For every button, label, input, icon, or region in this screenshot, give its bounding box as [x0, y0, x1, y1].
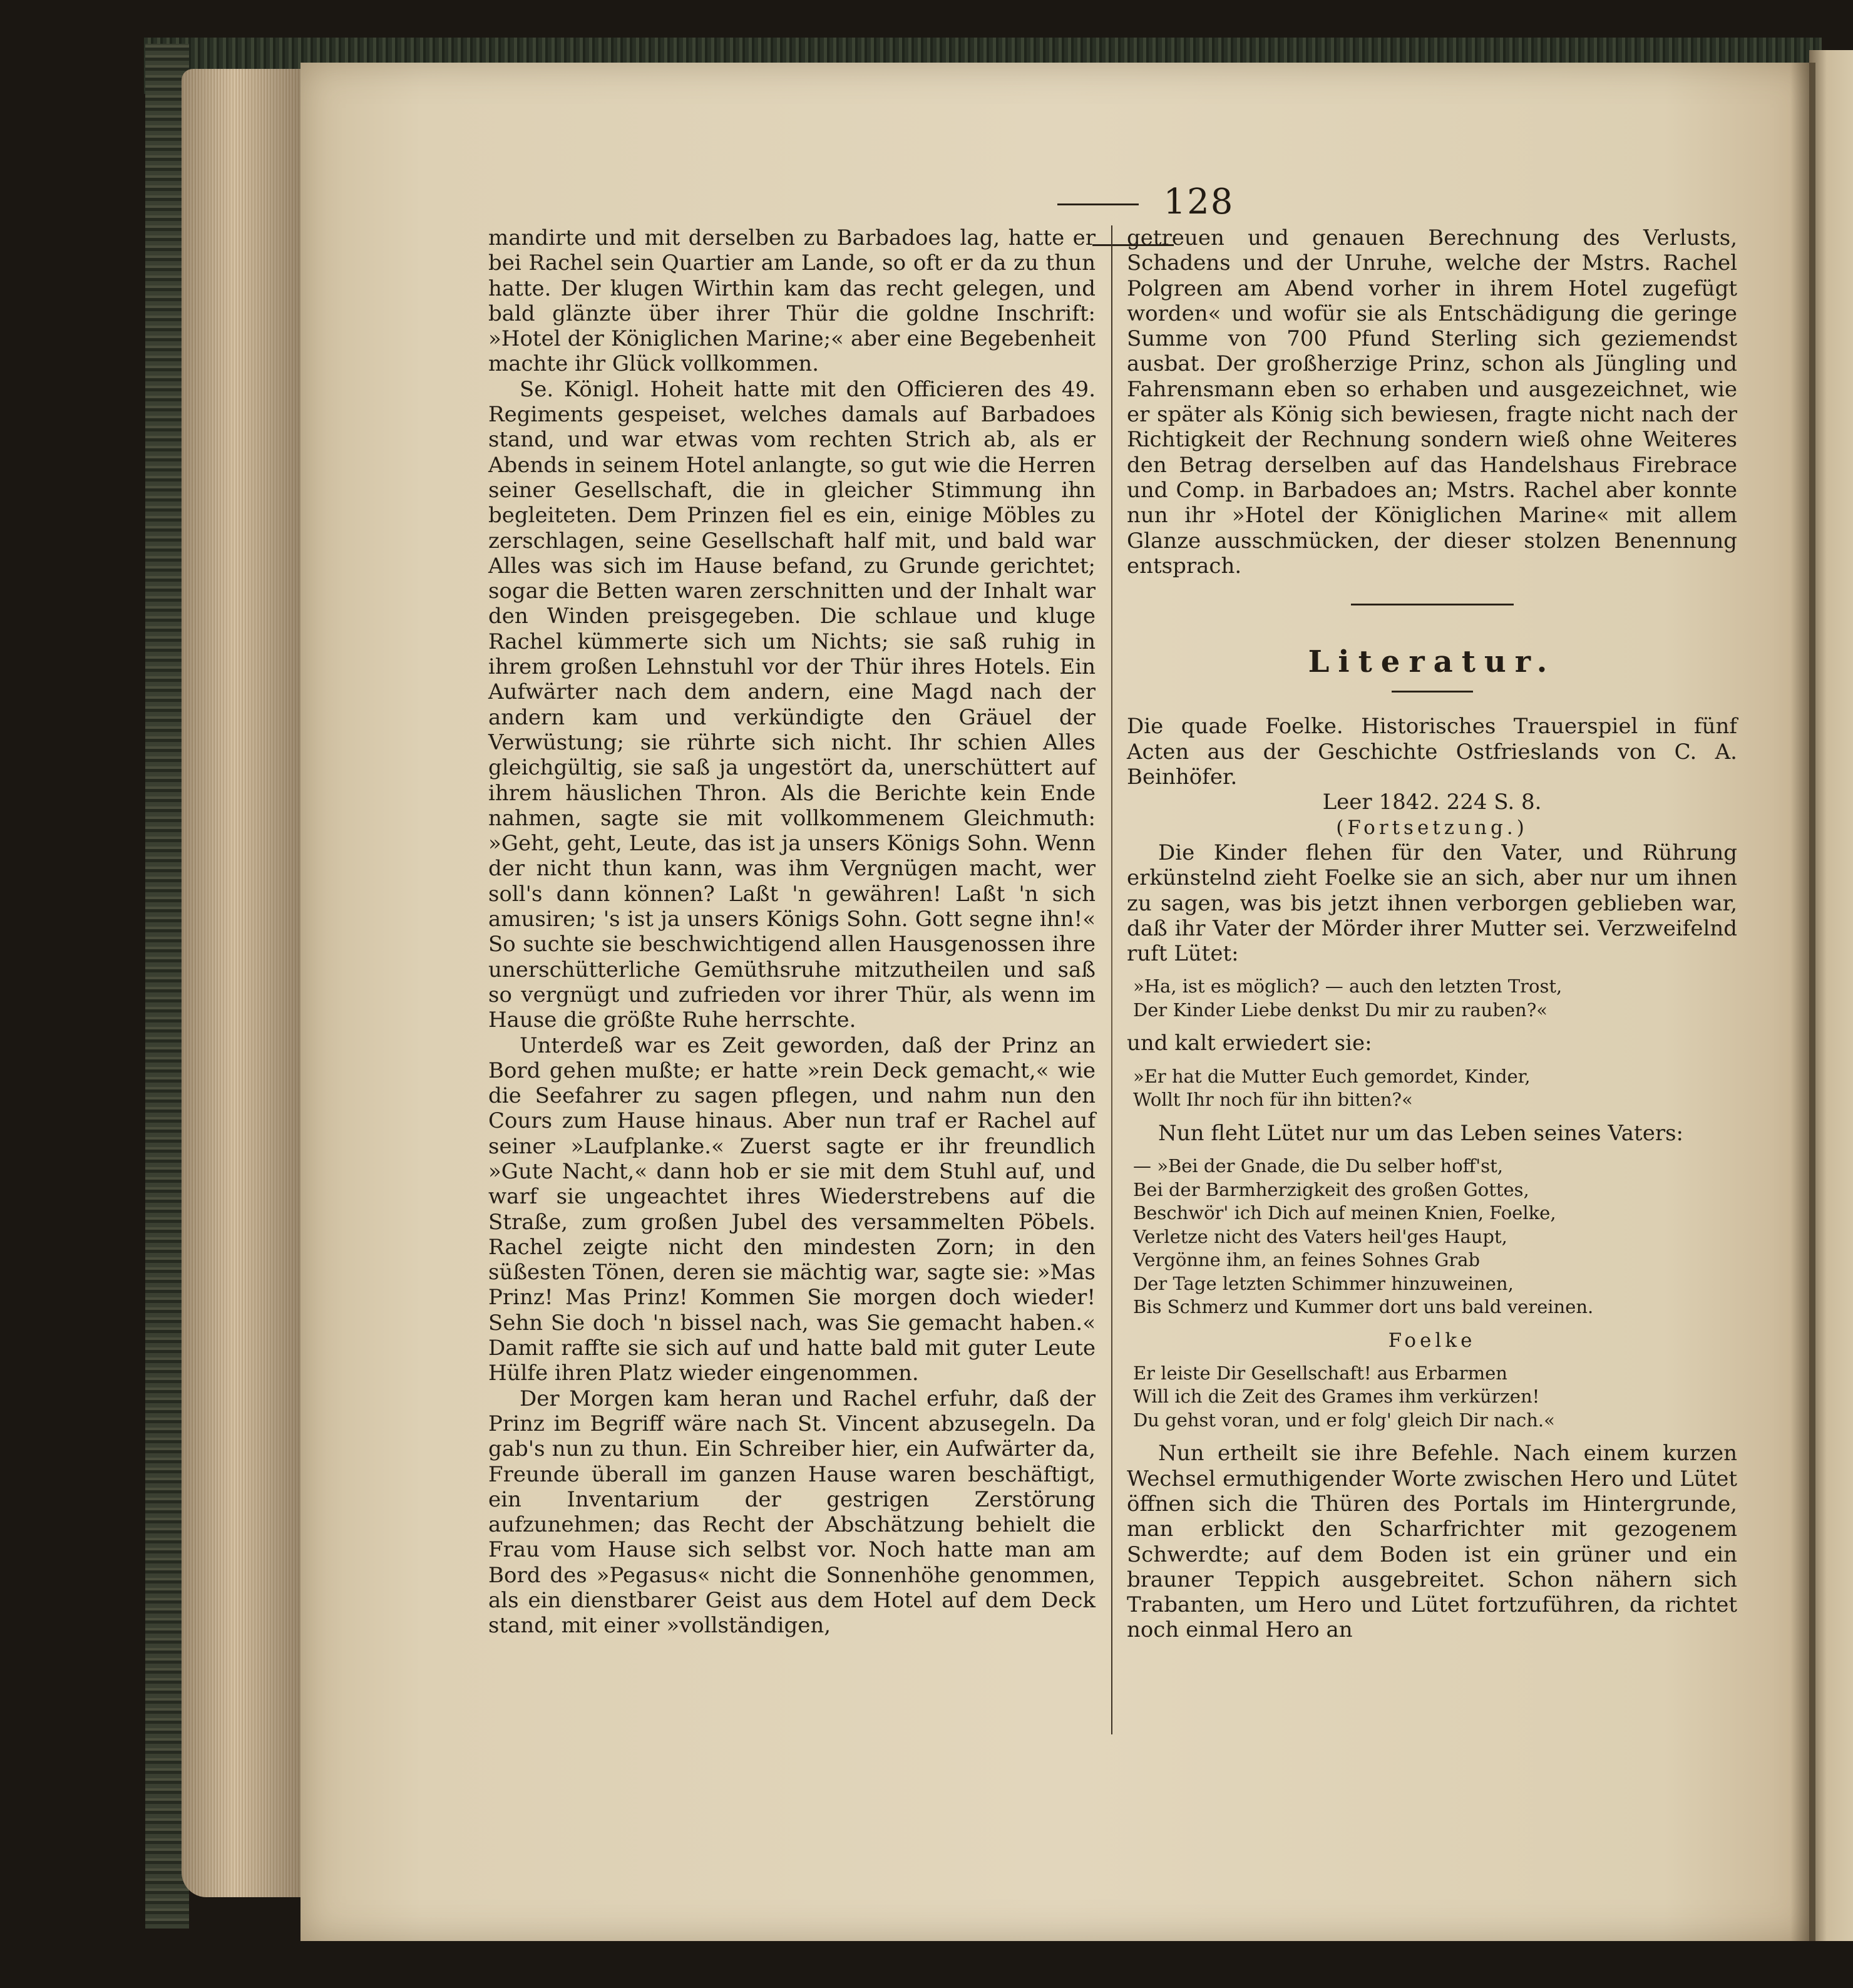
verse-quote-2 — [1133, 1065, 1737, 1112]
heading-underline — [1392, 691, 1473, 693]
review-paragraph-2: Nun fleht Lütet nur um das Leben seines Vaters: — [1158, 1120, 1683, 1146]
left-paragraph-1: mandirte und mit derselben zu Barbadoes lag, hatte er bei Rachel sein Quartier am Lande, so oft er da zu thun hatte. Der klugen Wirthin kam das recht gelegen, und bald glänzte über ihrer Thür die goldne Inschrift: »Hotel der Königlichen Marine;« aber eine Begebenheit machte ihr Glück vollkommen. — [488, 225, 1096, 377]
left-paragraph-3: Unterdeß war es Zeit geworden, daß der Prinz an Bord gehen mußte; er hatte »rein Deck gemacht,« wie die Seefahrer zu sagen pflegen, und nahm nun den Cours zum Hause hinaus. Aber nun traf er Rachel auf seiner »Laufplanke.« Zuerst sagte er ihr freundlich »Gute Nacht,« dann hob er sie mit dem Stuhl auf, und warf sie ungeachtet ihres Wiederstrebens auf die Straße, zum großen Jubel des versammelten Pöbels. Rachel zeigte nicht den mindesten Zorn; in den süßesten Tönen, deren sie mächtig war, sagte sie: »Mas Prinz! Mas Prinz! Kommen Sie morgen doch wieder! Sehn Sie doch 'n bissel nach, was Sie gemacht haben.« Damit raffte sie sich auf und hatte bald mit guter Leute Hülfe ihren Platz wieder eingenommen. — [488, 1033, 1096, 1386]
continuation-note: (Fortsetzung.) — [1336, 816, 1528, 839]
book-title: Die quade Foelke. Historisches Trauerspiel in fünf Acten aus der Geschichte Ostfrieslands von C. A. Beinhöfer. — [1127, 714, 1737, 790]
section-separator — [1351, 604, 1514, 605]
verse-line: Verletze nicht des Vaters heil'ges Haupt, — [1133, 1225, 1507, 1247]
verse-line: Beschwör' ich Dich auf meinen Knien, Foelke, — [1133, 1202, 1556, 1224]
review-paragraph-1: Die Kinder flehen für den Vater, und Rührung erkünstelnd zieht Foelke sie an sich, aber nur um ihnen zu sagen, was bis jetzt ihnen verborgen geblieben war, daß ihr Vater der Mörder ihrer Mutter sei. Verzweifelnd ruft Lütet: — [1127, 840, 1737, 967]
column-divider — [1111, 225, 1112, 1734]
left-column — [488, 225, 1096, 1639]
right-column — [1127, 225, 1737, 1643]
page-number-text: 128 — [1163, 182, 1234, 222]
verse-quote-1 — [1133, 975, 1737, 1022]
verse-line: Du gehst voran, und er folg' gleich Dir nach.« — [1133, 1409, 1555, 1431]
review-line-und-kalt: und kalt erwiedert sie: — [1127, 1031, 1372, 1056]
verse-line: — »Bei der Gnade, die Du selber hoff'st, — [1133, 1155, 1503, 1177]
section-heading-literatur: Literatur. — [1308, 644, 1556, 680]
left-paragraph-4: Der Morgen kam heran und Rachel erfuhr, daß der Prinz im Begriff wäre nach St. Vincent abzusegeln. Da gab's nun zu thun. Ein Schreiber hier, ein Aufwärter da, Freunde überall im ganzen Hause waren beschäftigt, ein Inventarium der gestrigen Zerstörung aufzunehmen; das Recht der Abschätzung behielt die Frau vom Hause sich selbst vor. Noch hatte man am Bord des »Pegasus« nicht die Sonnenhöhe genommen, als ein dienstbarer Geist aus dem Hotel auf dem Deck stand, mit einer »vollständigen, — [488, 1386, 1096, 1639]
verse-line: Der Kinder Liebe denkst Du mir zu rauben?« — [1133, 999, 1548, 1021]
gutter-shadow — [1790, 63, 1815, 1941]
verse-line: Vergönne ihm, an feines Sohnes Grab — [1133, 1249, 1481, 1271]
verse-line: »Er hat die Mutter Euch gemordet, Kinder, — [1133, 1065, 1531, 1087]
verse-line: Will ich die Zeit des Grames ihm verkürzen! — [1133, 1386, 1540, 1408]
verse-line: »Ha, ist es möglich? — auch den letzten Trost, — [1133, 976, 1563, 997]
verse-line: Er leiste Dir Gesellschaft! aus Erbarmen — [1133, 1362, 1507, 1384]
adjacent-page-edge — [1809, 50, 1853, 1941]
right-paragraph-continued: getreuen und genauen Berechnung des Verlusts, Schadens und der Unruhe, welche der Mstrs. Rachel Polgreen am Abend vorher in ihrem Hotel zugefügt worden« und wofür sie als Entschädigung die geringe Summe von 700 Pfund Sterling sich geziemendst ausbat. Der großherzige Prinz, schon als Jüngling und Fahrensmann eben so erhaben und ausgezeichnet, wie er später als König sich bewiesen, fragte nicht nach der Richtigkeit der Rechnung sondern wieß ohne Weiteres den Betrag derselben auf das Handelshaus Firebrace und Comp. in Barbadoes an; Mstrs. Rachel aber konnte nun ihr »Hotel der Königlichen Marine« mit allem Glanze ausschmücken, der dieser stolzen Benennung entsprach. — [1127, 225, 1737, 579]
verse-line: Bis Schmerz und Kummer dort uns bald vereinen. — [1133, 1296, 1594, 1318]
speaker-name: Foelke — [1388, 1329, 1476, 1352]
verse-line: Wollt Ihr noch für ihn bitten?« — [1133, 1089, 1413, 1111]
verse-quote-4 — [1133, 1362, 1737, 1433]
left-paragraph-2: Se. Königl. Hoheit hatte mit den Officieren des 49. Regiments gespeiset, welches damals auf Barbadoes stand, und war etwas vom rechten Strich ab, als er Abends in seinem Hotel anlangte, so gut wie die Herren seiner Gesellschaft, die in gleicher Stimmung ihn begleiteten. Dem Prinzen fiel es ein, einige Möbles zu zerschlagen, seine Gesellschaft half mit, und bald war Alles was sich im Hause befand, zu Grunde gerichtet; sogar die Betten waren zerschnitten und der Inhalt war den Winden preisgegeben. Die schlaue und kluge Rachel kümmerte sich um Nichts; sie saß ruhig in ihrem großen Lehnstuhl vor der Thür ihres Hotels. Ein Aufwärter nach dem andern, eine Magd nach der andern kam und verkündigte den Gräuel der Verwüstung; sie rührte sich nicht. Ihr schien Alles gleichgültig, sie saß ja ungestört da, unerschüttert auf ihrem häuslichen Thron. Als die Berichte kein Ende nahmen, sagte sie mit vollkommenem Gleichmuth: »Geht, geht, Leute, das ist ja unsers Königs Sohn. Wenn der nicht thun kann, was ihm Vergnügen macht, wer soll's dann können? Laßt 'n gewähren! Laßt 'n sich amusiren; 's ist ja unsers Königs Sohn. Gott segne ihn!« So suchte sie beschwichtigend allen Hausgenossen ihre unerschütterliche Gemüthsruhe mitzutheilen und saß so vergnügt und zufrieden vor ihrer Thür, als wenn im Hause die größte Ruhe herrschte. — [488, 376, 1096, 1033]
book-publication-info: Leer 1842. 224 S. 8. — [1322, 790, 1542, 815]
review-paragraph-3: Nun ertheilt sie ihre Befehle. Nach einem kurzen Wechsel ermuthigender Worte zwischen Hero und Lütet öffnen sich die Thüren des Portals im Hintergrunde, man erblickt den Scharfrichter mit gezogenem Schwerdte; auf dem Boden ist ein grüner und ein brauner Teppich ausgebreitet. Schon nähern sich Trabanten, um Hero und Lütet fortzuführen, da richtet noch einmal Hero an — [1127, 1441, 1737, 1643]
verse-line: Bei der Barmherzigkeit des großen Gottes, — [1133, 1178, 1529, 1200]
page-block-edges — [182, 69, 313, 1897]
verse-quote-3 — [1133, 1155, 1737, 1319]
verse-line: Der Tage letzten Schimmer hinzuweinen, — [1133, 1272, 1514, 1294]
